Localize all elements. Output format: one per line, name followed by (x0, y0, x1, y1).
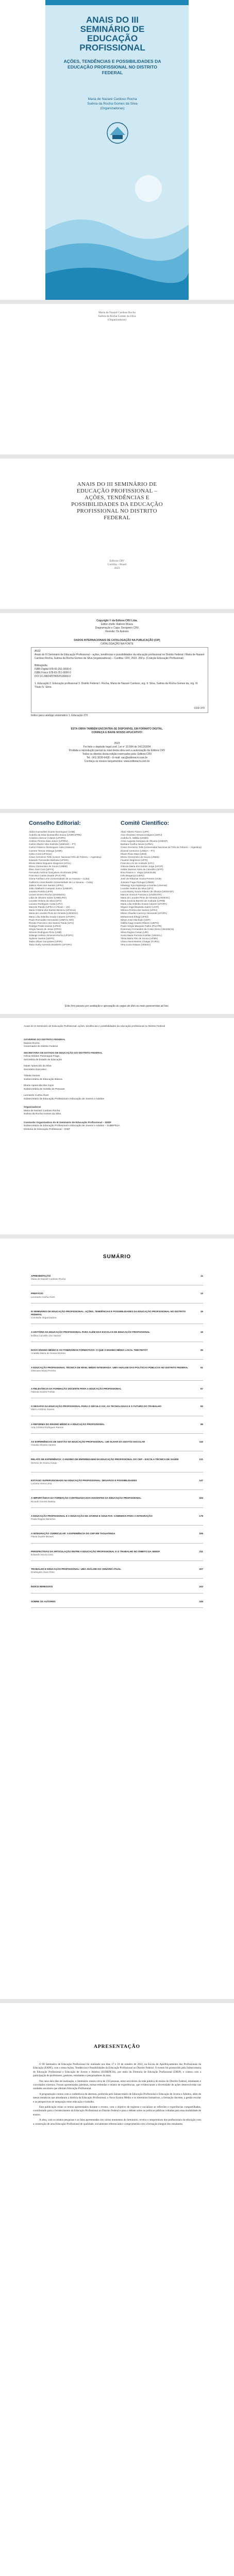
summary-divider (31, 1543, 203, 1544)
summary-entry[interactable] (31, 1387, 203, 1394)
summary-entry[interactable] (31, 1331, 203, 1337)
person-name: Suênia da Rocha Gomes da Silva (24, 1113, 61, 1115)
summary-entry-title: TRABALHO E EDUCAÇÃO PROFISSIONAL: UMA ANÁLISE DO CENÁRIO ATUAL (31, 1568, 121, 1570)
editorial-board-member: Antônio Pereira Gaio Júnior (UFRRJ) (29, 840, 68, 843)
scientific-committee-title: Comitê Científico: (121, 820, 170, 826)
scientific-committee-member: Eliane Rose Maio (UEM) (121, 852, 147, 855)
person-role: Governador do Distrito Federal (24, 1045, 58, 1048)
editorial-board-member: Solange Helena Ximenes-Rocha (UFOPA) (29, 934, 74, 937)
person-role: Secretário Executivo (24, 1068, 46, 1071)
editorial-board-list (29, 831, 116, 946)
summary-divider (31, 1433, 203, 1434)
summary-entry[interactable] (31, 1292, 203, 1298)
editorial-board-member: Carlos Federico Dominguez Avila (Unieuro) (29, 846, 75, 849)
page-separator (0, 609, 234, 613)
person-name: Isaias Aparecido da Silva (24, 1065, 52, 1067)
body-paragraph: Esta publicação reúne os textos apresentados durante o evento, com o objetivo de registrar e socializar as reflexões e experiências compartilhadas, contribuindo para o fortalecimento da Educação Profissional no Distrito Federal e para o debate sobre as políticas públicas voltadas para essa modalidade de ensino. (33, 2106, 201, 2116)
scientific-committee-member: Elizeu Clementino de Souza (UNEB) (121, 855, 159, 858)
summary-entry-title: A EDUCAÇÃO PROFISSIONAL E A EDUCAÇÃO DE JOVENS E ADULTOS: CAMINHOS PARA A INTEGRAÇÃO (31, 1514, 153, 1517)
scientific-committee-member: Barbara Coelho Neves (UFBA) (121, 843, 154, 846)
editorial-board-member: Carlos Alberto Vilar Estêvão (UMINHO – PT) (29, 843, 76, 846)
page-separator (0, 809, 234, 813)
title-line: FEDERAL (104, 515, 130, 521)
scientific-committee-member: Inês Bragança (UERJ) (121, 874, 144, 877)
editorial-board-member: Sérgio Nunes de Jesus (IFRO) (29, 927, 61, 930)
summary-entry-author: Cláudia Oliveira Santos (31, 1444, 56, 1447)
summary-entry-author: Gleiciane Maria Pereira (31, 1369, 56, 1372)
editorial-board-member: Paulo Romualdo Hernandes (UNIFAL-MG) (29, 918, 74, 921)
scientific-committee-member: José de Ribamar Sousa Pereira (UCB) (121, 877, 162, 880)
page-separator (0, 300, 234, 304)
scientific-committee-member: Mirian Cláudia Lourenço Simonetti (UFOPA) (121, 912, 168, 915)
summary-entry-author: Edilma Carvalho dos Santos (31, 1334, 61, 1337)
half-title-label: (Organizadoras) (108, 318, 126, 321)
editorial-board-member: João Adalberto Campato Junior (UNESP) (29, 887, 73, 890)
summary-entry-title: A HISTÓRIA DA EDUCAÇÃO PROFISSIONAL PARA ALÉM DAS ESCOLAS DE EDUCAÇÃO PROFISSIONAL (31, 1331, 150, 1334)
page-separator (0, 1014, 234, 1018)
summary-entry-title: SOBRE OS AUTORES (31, 1600, 56, 1603)
publisher-city: Curitiba – Brasil (107, 563, 127, 566)
cover-organizer-names: Maria de Nazaré Cardoso Rocha Suênia da Rocha Gomes da Silva (87, 97, 138, 106)
summary-entry-author: Rosângela Alves Pinto (31, 1571, 55, 1574)
summary-entry-title: RELATO DE EXPERIÊNCIA: O ENSINO DE ENFERMAGEM NA EDUCAÇÃO PROFISSIONAL DO CEP – ESCOLA TÉCNICA DE SAÚDE (31, 1458, 179, 1461)
institutional-credits (24, 1039, 210, 1131)
summary-entry-title: A REFORMA DO ENSINO MÉDIO E A EDUCAÇÃO PROFISSIONAL (31, 1422, 105, 1426)
summary-entry-page: 11 (200, 1275, 203, 1277)
scientific-committee-member: Helder Buenos Aires de Carvalho (UFPI) (121, 868, 163, 871)
summary-entry-heading (31, 1600, 203, 1603)
person-name: Hélvia Miridan Paranaguá Fraga (24, 1055, 60, 1058)
person-role: Subsecretária de Educação Básica (24, 1078, 62, 1081)
title-line: AÇÕES, TENDÊNCIAS E (85, 495, 149, 501)
editorial-board-member: Renato Francisco dos Santos Paula (UFG) (29, 921, 74, 924)
institution-name: GOVERNO DO DISTRITO FEDERAL (24, 1039, 65, 1041)
scientific-committee-member: Sonia Maria Ferreira Koehler (UNISAL) (121, 934, 162, 937)
summary-entry-title: NOVO ENSINO MÉDIO E OS ITINERÁRIOS FORMATIVOS: O QUE O ENSINO MÉDIO LOCAL TEM FEITO? (31, 1348, 148, 1351)
summary-divider (31, 1593, 203, 1594)
summary-entry-heading (31, 1532, 203, 1535)
summary-entry-title: O DESAFIO DA EDUCAÇÃO PROFISSIONAL PARA O SÉCULO XXI: AS TECNOLOGIAS E O FUTURO DO TRABALHO (31, 1405, 162, 1408)
scientific-committee-member: Lourdes Helena da Silva (UFV) (121, 887, 154, 890)
scientific-committee-member: Silvia Regina Canan (URI) (121, 931, 148, 934)
summary-entry-title: APRESENTAÇÃO (31, 1275, 51, 1277)
summary-entry[interactable] (31, 1585, 203, 1588)
editorial-board-member: Eduardo Fernandes Barbosa (UFMG) (29, 858, 69, 861)
summary-entry-heading (31, 1568, 203, 1571)
summary-entry[interactable] (31, 1458, 203, 1464)
summary-entry-title: III SEMINÁRIO DE EDUCAÇÃO PROFISSIONAL: AÇÕES, TENDÊNCIAS E POSSIBILIDADES DA EDUCAÇÃO PROFISSIONAL NO DISTRITO FEDERAL (31, 1310, 186, 1316)
summary-entry-page: 195 (199, 1532, 203, 1535)
scientific-committee-member: Rosemary Fernandes da Costa Vieira (UNISINOS) (121, 927, 174, 930)
editorial-board-member: Andréia da Silva Quintanilha Sousa (UNIR/UFRN) (29, 834, 81, 837)
summary-entry-page: 83 (200, 1405, 203, 1408)
summary-entry-title: ÍNDICE REMISSIVO (31, 1585, 53, 1588)
editorial-board-page (0, 813, 234, 1014)
summary-entry-heading (31, 1550, 203, 1553)
summary-entry-heading (31, 1331, 203, 1334)
summary-divider (31, 1607, 203, 1608)
editorial-board-member: Aldira Guimarães Duarte Domínguez (UNB) (29, 831, 75, 833)
cover-illustration (45, 152, 189, 300)
person-name: Leonardo Cunha Alves (24, 1094, 49, 1097)
institution-name: Diretoria de Educação Profissional – DIEP (24, 1128, 71, 1131)
scientific-committee-member: Jussara Fraga Portugal (UNEB) (121, 880, 154, 884)
summary-entry-author: Ricardo Gomes Batista (31, 1500, 56, 1503)
summary-entry[interactable] (31, 1423, 203, 1429)
scientific-committee-member: Marcos Vinicius Francisco (UNOESTE) (121, 893, 162, 896)
publication-year: 2023 (114, 567, 120, 570)
summary-entry-author: Paula Regina Menezes (31, 1518, 56, 1520)
scientific-committee-member: Paulo Sérgio Marques Fialho (PUCPR) (121, 924, 162, 927)
summary-entry-heading (31, 1292, 203, 1295)
summary-entry[interactable] (31, 1366, 203, 1372)
summary-entry[interactable] (31, 1440, 203, 1447)
editorial-board-member: Gloria Fariñas León (Universidade de La Havana – Cuba) (29, 877, 90, 880)
scientific-committee-member: Odiléa Kagy Soares Ribeiro (UEPG) (121, 921, 159, 924)
editorial-board-member: Élsio José Corá (UFFS) (29, 868, 54, 871)
scientific-committee-member: Andréia N. Militão (UEMS) (121, 837, 148, 840)
institution-name: Subsecretaria de Educação Profissional e Educação de Jovens e Adultos – SUBEPEJA (24, 1125, 120, 1127)
publisher-name: Editora CRV (109, 560, 125, 563)
summary-entry-page: 13 (200, 1292, 203, 1295)
title-line: EDUCAÇÃO PROFISSIONAL – (76, 488, 158, 494)
page-separator (0, 454, 234, 459)
cover-organizers (61, 97, 164, 111)
summary-entry-title: AS EXPERIÊNCIAS DE GESTÃO NA EDUCAÇÃO PROFISSIONAL: UM OLHAR DA GESTÃO ESCOLAR (31, 1440, 145, 1443)
summary-entry-heading (31, 1423, 203, 1426)
summary-entry-title: A EDUCAÇÃO PROFISSIONAL TÉCNICA DE NÍVEL MÉDIO INTEGRADA: UMA ANÁLISE DAS POLÍTICAS PÚBLICAS NO DISTRITO FEDERAL (31, 1366, 189, 1369)
editorial-board-member: Rodrigo Pratte-Santos (UFES) (29, 924, 61, 927)
scientific-committee-member: Kilwangy Kya Kapitango-a-Samba (Unemat) (121, 884, 168, 887)
editorial-board-member: Jailson Alves dos Santos (UFRJ) (29, 884, 63, 887)
summary-entry-author: Maria de Nazaré Cardoso Rocha (31, 1278, 66, 1281)
scientific-committee-member: Nilson José Machado (USP) (121, 918, 151, 921)
summary-entry-page: 227 (199, 1568, 203, 1570)
person-name: Maria de Nazaré Cardoso Rocha (24, 1109, 60, 1112)
summary-entry[interactable] (31, 1497, 203, 1503)
summary-entry-author: Ana Cristina Rodrigues Ramos (31, 1426, 64, 1429)
person-role: Subsecretária de Gestão de Pessoas (24, 1088, 65, 1091)
scientific-committee-member: Anna Augusta Sampaio de Oliveira (UNESP) (121, 840, 168, 843)
copyright-line: Copyright © da Editora CRV Ltda. (96, 619, 138, 622)
editorial-board-member: Maria Cristina dos Santos Bezerra (UFSCar) (29, 909, 76, 912)
editorial-board-member: Francisco Carlos Duarte (PUC-PR) (29, 874, 66, 877)
summary-entry-author: Eduardo Souza Lima (31, 1553, 53, 1556)
page-separator (0, 1234, 234, 1239)
cover-title: ANAIS DO III SEMINÁRIO DE EDUCAÇÃO PROFISSIONAL (79, 15, 145, 53)
summary-entry-heading (31, 1497, 203, 1500)
summary-entry-title: PERSPECTIVAS DA ARTICULAÇÃO ENTRE A EDUCAÇÃO PROFISSIONAL E O TRABALHO NO ÂMBITO DA SEEDF (31, 1550, 160, 1553)
cip-body: A532 Anais do III Seminário de Educação Profissional – ações, tendências e possibilidades da educação profissional no Distrito Federal / Maria de Nazaré Cardoso Rocha, Suênia da Rocha Gomes da Silva (organizadoras) – Curitiba: CRV, 2023. 250 p. (Coleção Educação Profissional) Bibliografia ISBN Digital 978-65-251-0000-0 ISBN Físico 978-65-251-0000-0 DOI 10.24824/978652510000.0 1. Educação 2. Educação profissional 3. Distrito Federal I. Rocha, Maria de Nazaré Cardoso, org. II. Silva, Suênia da Rocha Gomes da, org. III. Título IV. Série. (35, 650, 205, 689)
section-label: Comissão Organizadora do III Seminário de Educação Profissional – SEDF (24, 1121, 112, 1124)
summary-entry-author: Anatália Maria de Sousa Moreira (31, 1352, 65, 1354)
summary-entry-heading (31, 1366, 203, 1369)
scientific-committee-member: Altair Alberto Fávero (UPF) (121, 831, 149, 833)
summary-entry[interactable] (31, 1568, 203, 1574)
cip-record (31, 647, 208, 713)
summary-entry[interactable] (31, 1275, 203, 1281)
summary-entry[interactable] (31, 1405, 203, 1411)
summary-divider (31, 1380, 203, 1381)
scientific-committee-member: Tânia Maria Filiú de Souza (UFMS) (121, 937, 158, 940)
copyright-line: Revisão: Os Autores (105, 630, 129, 633)
title-page-imprint (0, 560, 234, 570)
cover-page (0, 0, 234, 300)
scientific-committee-member: Ana Chrystina Venancio Mignot (UERJ) (121, 834, 162, 837)
summary-entry-page: 131 (199, 1458, 203, 1461)
summary-divider (31, 1525, 203, 1526)
title-line: PROFISSIONAL NO DISTRITO (77, 508, 157, 514)
summary-entry-page: 245 (199, 1600, 203, 1603)
summary-entry-author: Comissão Organizadora (31, 1316, 57, 1319)
body-paragraph: Nos seus dois dias de realização, o Seminário reuniu cerca de 250 pessoas, entre servidores da rede pública de ensino do Distrito Federal, estudantes e convidados externos. Foram apresentadas palestras, mesas-redondas e relatos de experiências, que evidenciaram a diversidade de ações desenvolvidas nas unidades escolares que ofertam Educação Profissional. (33, 2079, 201, 2091)
scientific-committee-member: Fauston Negreiros (UFPI) (121, 858, 148, 861)
summary-entry-page: 115 (199, 1440, 203, 1443)
editorial-board-member: Tania Suely Azevedo Brasileiro (UFOPA) (29, 943, 72, 946)
summary-page (0, 1239, 234, 1999)
cip-cdd: CDD 370 (194, 707, 205, 710)
scientific-committee-member: Ilma Passos A. Veiga (UNICEUB) (121, 871, 156, 874)
editorial-board-member: Simone Rodrigues Pinto (UNB) (29, 931, 62, 934)
summary-entry-heading (31, 1458, 203, 1461)
title-page (0, 459, 234, 609)
summary-entry-author: Simone de Souza Araújo (31, 1461, 57, 1464)
summary-entry[interactable] (31, 1515, 203, 1521)
person-name: Ibaneis Rocha (24, 1042, 40, 1045)
cover-organizer-label: (Organizadoras) (100, 107, 125, 110)
summary-entry-heading (31, 1310, 203, 1316)
summary-entry-author: Marco Antônio Soares (31, 1408, 55, 1411)
summary-entry-author: Leonardo Cunha Alves (31, 1295, 55, 1298)
editorial-board-member: Carmen Tereza Velanga (UNIR) (29, 849, 62, 852)
summary-entry[interactable] (31, 1479, 203, 1485)
scientific-committee-member: Vera Lucia Gaspar (UDESC) (121, 943, 151, 946)
summary-entry-title: A RELEVÂNCIA DA FORMAÇÃO DOCENTE PARA A EDUCAÇÃO PROFISSIONAL (31, 1387, 122, 1390)
title-line: ANAIS DO III SEMINÁRIO DE (77, 481, 157, 487)
editorial-board-member: Elizeu Clementino de Souza (UNEB) (29, 865, 68, 868)
editorial-board-member: Lídia de Oliveira Xavier (UNIEURO) (29, 896, 67, 899)
digital-notice: ESTA OBRA TAMBÉM ENCONTRA-SE DISPONÍVEL EM FORMATO DIGITAL. CONHEÇA E BAIXE NOSSO APLICATIVO! (71, 727, 163, 734)
scientific-committee-member: Francisco Ari de Andrade (UFC) (121, 861, 155, 865)
summary-divider (31, 1359, 203, 1360)
summary-entry-author: Flávia Duarte Moraes (31, 1535, 54, 1538)
scientific-committee-member: Diosnel Centurion (UNIDA – PY) (121, 849, 155, 852)
summary-entry[interactable] (31, 1349, 203, 1355)
cip-subheading: CATALOGAÇÃO NA FONTE (101, 642, 133, 646)
summary-entry[interactable] (31, 1550, 203, 1556)
scientific-committee-member: Míguel Ángel Bautista Juárez (UCR) (121, 906, 159, 909)
cover-accent-bar (45, 0, 189, 5)
summary-entry[interactable] (31, 1310, 203, 1320)
summary-entry-page: 179 (199, 1514, 203, 1517)
summary-entry-page: 51 (200, 1366, 203, 1369)
scientific-committee-member: Cesar Gerónimo Tello (Universidad Nacional de Três de Febrero – Argentina) (121, 846, 202, 849)
summary-entry-heading (31, 1585, 203, 1588)
catalog-index: Índice para catálogo sistemático 1. Educação 370 (31, 714, 88, 717)
summary-entry-title: PREFÁCIO (31, 1292, 43, 1295)
editorial-board-member: Marcelo Paixão (UFRJ e UTexas – US) (29, 906, 70, 909)
scientific-committee-member: Vânia Alves Martins Chaigar (FURG) (121, 940, 160, 943)
summary-entry-author: Fabíola Soares Freitas (31, 1391, 55, 1393)
copyright-credits (0, 619, 234, 634)
editorial-board-member: Celso Conti (UFSCar) (29, 852, 52, 855)
cip-heading: DADOS INTERNACIONAIS DE CATALOGAÇÃO NA PUBLICAÇÃO (CIP) (74, 639, 160, 642)
scientific-committee-member: Gláucia Maria dos Santos Jorge (UFOP) (121, 865, 163, 868)
summary-title: SUMÁRIO (103, 1254, 131, 1260)
scientific-committee-member: Maria de Lourdes Pinto de Almeida (UNOESC) (121, 896, 170, 899)
summary-entry-heading (31, 1387, 203, 1391)
person-name: Tábata Santos (24, 1075, 40, 1077)
editorial-board-member: Tadeu Oliver Gonçalves (UFPA) (29, 940, 63, 943)
editorial-board-member: Guillermo Arias Beatón (Universidade de La Havana – Cuba) (29, 880, 93, 884)
institutional-page (0, 1018, 234, 1234)
presentation-title: APRESENTAÇÃO (94, 2044, 140, 2049)
half-title-page (0, 304, 234, 454)
half-title-names: Maria de Nazaré Cardoso Rocha Suênia da Rocha Gomes da Silva (98, 311, 136, 318)
editorial-board-member: Lourdes Helena da Silva (UFV) (29, 900, 62, 903)
page-separator (0, 1999, 234, 2003)
scientific-committee-list (121, 831, 208, 946)
body-paragraph: A programação contou com a conferência de abertura, proferida pelo Subsecretário de Educação Profissional e Educação de Jovens e Adultos, além de mesas temáticas que abordaram a história da Educação Profissional, o Novo Ensino Médio e os itinerários formativos, a formação docente, a gestão escolar e as perspectivas de integração entre educação e trabalho. (33, 2092, 201, 2104)
copyright-line: Editor-chefe: Railson Moura (101, 623, 133, 626)
summary-entry-heading (31, 1479, 203, 1482)
presentation-body (33, 2063, 201, 2128)
editorial-board-member: Maria de Lourdes Pinto de Almeida (UNOESC) (29, 912, 78, 915)
presentation-page (0, 2003, 234, 2576)
summary-entry-page: 15 (200, 1310, 203, 1313)
person-role: Subsecretário de Educação Profissional e Educação de Jovens e Adultos (24, 1097, 104, 1100)
summary-divider (31, 1507, 203, 1508)
section-label: Organizadoras (24, 1106, 41, 1109)
summary-divider (31, 1578, 203, 1579)
summary-divider (31, 1489, 203, 1490)
summary-entry-page: 147 (199, 1479, 203, 1482)
copyright-page (0, 613, 234, 809)
person-name: Eliane Aparecida dos Anjos (24, 1084, 54, 1087)
summary-entry-page: 67 (200, 1387, 203, 1390)
peer-review-note: Este livro passou por avaliação e aprovação às cegas de dois ou mais pareceristas ad hoc. (64, 1005, 170, 1008)
scientific-committee-member: Maria Lília Imbiriba Sousa Colares (UFOPA) (121, 903, 168, 906)
body-paragraph: A obra, com os relatos pesquisas e as falas apresentadas nos vários momentos do Seminário, revela o compromisso dos profissionais da educação com a construção de uma Educação Profissional de qualidade, socialmente referenciada e comprometida com a formação integral dos estudantes. (33, 2119, 201, 2126)
rights-notice: 2023 Foi feito o depósito legal conf. Lei nº 10.994 de 14/12/2004 Proibida a reprodução parcial ou total desta obra sem a autorização da Editora CRV Todos os direitos desta edição reservados pela: Editora CRV Tel.: (41) 3039-6418 – E-mail: sac@editoracrv.com.br Conheça os nossos lançamentos: www.editoracrv.com.br (69, 742, 165, 763)
editorial-board-member: Elione Maria Nogueira Diogenes (UFAL) (29, 861, 71, 865)
scientific-committee-member: Mônica Pereira dos Santos (UFRJ) (121, 909, 158, 912)
half-title-organizers (0, 311, 234, 322)
summary-entry-page: 243 (199, 1585, 203, 1588)
summary-entry-heading (31, 1440, 203, 1444)
editorial-board-member: Fernando Antônio Gonçalves Alcoforado (IPB) (29, 871, 77, 874)
publisher-logo-icon (97, 120, 138, 146)
summary-entry-page: 35 (200, 1348, 203, 1351)
scientific-committee-member: Mohammed Elhajji (UFRJ) (121, 915, 148, 918)
body-paragraph: O III Seminário de Educação Profissional foi realizado nos dias 17 e 18 de outubro de 2022, na Escola de Aperfeiçoamento dos Profissionais da Educação (EAPE), com o tema Ações, Tendências e Possibilidades da Educação Profissional no Distrito Federal. O evento foi promovido pela Subsecretaria de Educação Profissional e Educação de Jovens e Adultos (SUBEPEJA), por meio da Diretoria de Educação Profissional (DIEP), e contou com a participação de professores, gestores, estudantes e pesquisadores da área. (33, 2063, 201, 2078)
editorial-board-member: Maria Lília Imbiriba Sousa Colares (UFOPA) (29, 915, 76, 918)
summary-entry[interactable] (31, 1532, 203, 1538)
person-role: Secretária de Estado de Educação (24, 1058, 62, 1061)
scientific-committee-member: Lucia Marisy Souza Ribeiro de Oliveira (UNIVASF) (121, 890, 174, 893)
summary-entry-page: 99 (200, 1422, 203, 1426)
summary-entry-title: A INTEGRAÇÃO CURRICULAR: A EXPERIÊNCIA DO CEP EM TAGUATINGA (31, 1532, 115, 1535)
editorial-board-member: Josania Portela (UFPI) (29, 890, 53, 893)
copyright-line: Diagramação e Capa: Designers CRV (95, 626, 139, 630)
summary-entry-heading (31, 1405, 203, 1408)
scientific-committee-member: Maria Eurácia Barreto de Andrade (UFRB) (121, 900, 165, 903)
summary-entry-page: 19 (200, 1331, 203, 1334)
cover-subtitle: AÇÕES, TENDÊNCIAS E POSSIBILIDADES DA EDUCAÇÃO PROFISSIONAL NO DISTRITO FEDERAL (63, 59, 161, 75)
summary-entry-page: 163 (199, 1497, 203, 1500)
editorial-board-member: Anselmo Alencar Colares (UFOPA) (29, 837, 66, 840)
institution-name: SECRETARIA DE ESTADO DE EDUCAÇÃO DO DISTRITO FEDERAL (24, 1052, 103, 1055)
summary-entry-title: A IMPORTÂNCIA DA FORMAÇÃO CONTINUADA DOS DOCENTES DA EDUCAÇÃO PROFISSIONAL (31, 1497, 142, 1500)
summary-entry-title: ESTÁGIO SUPERVISIONADO NA EDUCAÇÃO PROFISSIONAL: DESAFIOS E POSSIBILIDADES (31, 1479, 137, 1482)
title-page-title (0, 481, 234, 521)
editorial-board-member: Cesar Gerónimo Tello (Univer. Nacional Três de Febrero – Argentina) (29, 855, 102, 858)
editorial-board-title: Conselho Editorial: (29, 820, 81, 826)
editorial-board-member: Leonel Severo Rocha (UNISINOS) (29, 893, 65, 896)
editorial-board-member: Sydione Santos (UEPG) (29, 937, 55, 940)
institutional-heading: Anais do III Seminário de Educação Profissional: ações, tendências e possibilidades da educação profissional no Distrito Federal (24, 1025, 165, 1028)
summary-entry-page: 211 (199, 1550, 203, 1553)
title-line: POSSIBILIDADES DA EDUCAÇÃO (71, 501, 163, 507)
editorial-board-member: Luciano Rodrigues Costa (UFV) (29, 903, 63, 906)
summary-entry[interactable] (31, 1600, 203, 1603)
summary-entry-author: Luciana Vieira Lima (31, 1482, 52, 1485)
cip-title (31, 639, 203, 646)
summary-entry-heading (31, 1515, 203, 1518)
